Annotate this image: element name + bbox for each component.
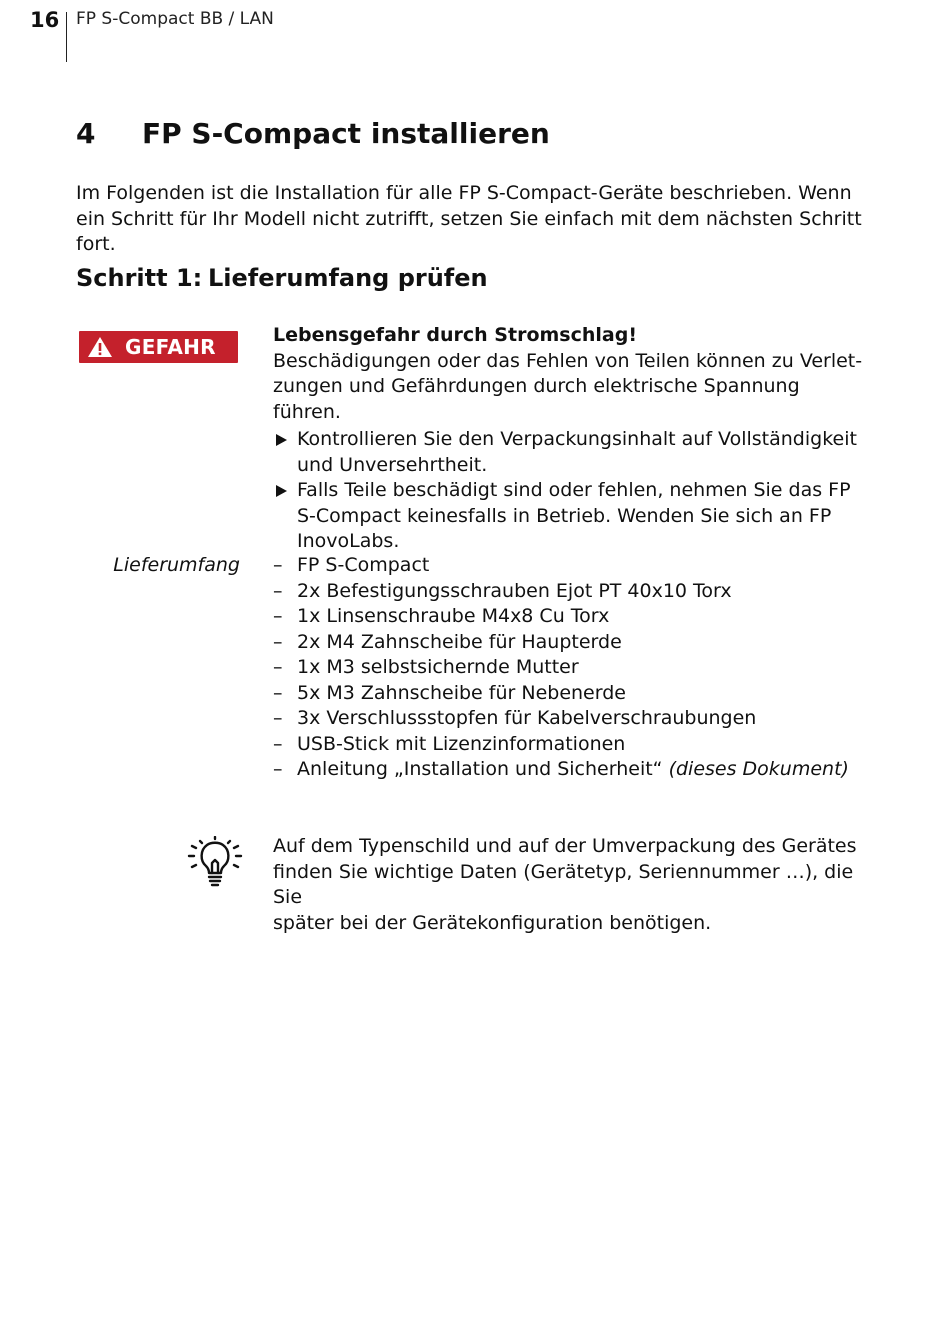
scope-item-note: (dieses Dokument) (668, 758, 849, 780)
header-divider (66, 12, 67, 62)
scope-item (273, 757, 865, 783)
scope-item (273, 655, 865, 681)
lightbulb-icon (186, 836, 244, 888)
list-dash: – (273, 758, 283, 780)
list-dash: – (273, 656, 283, 678)
list-dash: – (273, 630, 283, 653)
list-dash: – (273, 554, 283, 576)
scope-item (273, 732, 865, 758)
scope-item-text: USB-Stick mit Lizenzinformationen (297, 732, 626, 755)
scope-item-text: 5x M3 Zahnscheibe für Nebenerde (297, 681, 626, 704)
scope-side-label: Lieferumfang (113, 554, 240, 576)
scope-item-text: 3x Verschlussstopfen für Kabelverschraubungen (297, 707, 757, 729)
intro-paragraph: Im Folgenden ist die Installation für alle FP S-Compact-Geräte beschrieben. Wenn ein Schritt für Ihr Modell nicht zutrifft, setzen Sie einfach mit dem nächsten Schritt fort. (76, 182, 862, 255)
step-title: Lieferumfang prüfen (208, 264, 488, 292)
warning-triangle-icon (87, 336, 113, 358)
action-text: Falls Teile beschädigt sind oder fehlen, nehmen Sie das FP S-Compact keinesfalls in Betrieb. Wenden Sie sich an FP InovoLabs. (297, 479, 851, 552)
scope-item (273, 706, 865, 732)
arrow-icon (276, 485, 287, 497)
list-dash: – (273, 579, 283, 602)
scope-item-text: 2x Befestigungsschrauben Ejot PT 40x10 Torx (297, 579, 732, 602)
warning-text: Beschädigungen oder das Fehlen von Teilen können zu Verlet- zungen und Gefährdungen durch elektrische Spannung führen. (273, 349, 863, 423)
action-text: Kontrollieren Sie den Verpackungsinhalt auf Vollständigkeit und Unversehrtheit. (297, 428, 857, 476)
step-label: Schritt 1: (76, 264, 203, 292)
scope-item (273, 604, 865, 630)
scope-item-text: 1x M3 selbstsichernde Mutter (297, 656, 579, 678)
warning-block (273, 323, 865, 555)
scope-list (273, 553, 865, 783)
document-title: FP S-Compact BB / LAN (76, 9, 274, 29)
action-item (273, 427, 865, 478)
scope-item-text: 1x Linsenschraube M4x8 Cu Torx (297, 605, 610, 627)
action-item (273, 478, 865, 555)
scope-item (273, 630, 865, 656)
arrow-icon (276, 434, 287, 446)
scope-item-text: Anleitung „Installation und Sicherheit“ (297, 758, 669, 780)
list-dash: – (273, 681, 283, 704)
action-list (273, 427, 865, 555)
list-dash: – (273, 732, 283, 755)
scope-item (273, 553, 865, 579)
list-dash: – (273, 707, 283, 729)
scope-item (273, 681, 865, 707)
scope-item (273, 579, 865, 605)
page-number: 16 (30, 8, 60, 32)
list-dash: – (273, 605, 283, 627)
scope-item-text: 2x M4 Zahnscheibe für Haupterde (297, 630, 622, 653)
warning-title: Lebensgefahr durch Stromschlag! (273, 324, 637, 346)
scope-item-text: FP S-Compact (297, 554, 430, 576)
tip-text: Auf dem Typenschild und auf der Umverpackung des Gerätes finden Sie wichtige Daten (Gerätetyp, Seriennummer …), die Sie später bei der Gerätekonfiguration benötigen. (273, 835, 857, 934)
chapter-title: FP S-Compact installieren (142, 117, 550, 150)
danger-badge (79, 331, 238, 363)
chapter-number: 4 (76, 117, 96, 150)
danger-label: GEFAHR (125, 335, 216, 359)
